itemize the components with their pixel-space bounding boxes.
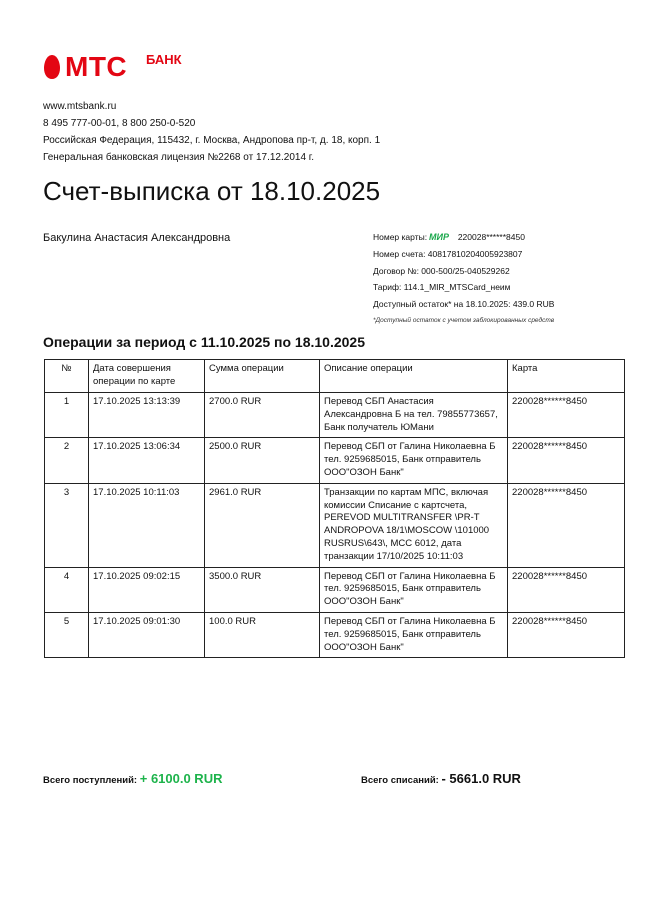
column-header-description: Описание операции [320, 360, 508, 393]
table-header-row [45, 360, 625, 393]
total-income-label: Всего поступлений: [43, 775, 138, 786]
total-expense [361, 771, 521, 786]
table-row [45, 567, 625, 612]
contract-number-line: Договор №: 000-500/25-040529262 [373, 265, 510, 276]
cell-description: Транзакции по картам МПС, включая комиссии Списание с картсчета, PEREVOD MULTITRANSFER \PR-T ANDROPOVA 18/1\MOSCOW \101000 RUSRUS\643\, MCC 6012, дата транзакции 17/10/2025 10:11:03 [320, 483, 508, 567]
cell-number: 2 [45, 438, 89, 483]
table-row [45, 438, 625, 483]
account-holder-name: Бакулина Анастасия Александровна [43, 232, 231, 244]
cell-date: 17.10.2025 13:13:39 [89, 393, 205, 438]
cell-amount: 100.0 RUR [205, 612, 320, 657]
bank-website: www.mtsbank.ru [43, 101, 117, 112]
cell-card: 220028******8450 [508, 438, 625, 483]
column-header-amount: Сумма операции [205, 360, 320, 393]
logo-bank-text: БАНК [146, 52, 182, 67]
cell-date: 17.10.2025 13:06:34 [89, 438, 205, 483]
cell-amount: 2700.0 RUR [205, 393, 320, 438]
card-number-value: 220028******8450 [457, 232, 525, 242]
bank-address: Российская Федерация, 115432, г. Москва, Андропова пр-т, д. 18, корп. 1 [43, 135, 381, 146]
column-header-number: № [45, 360, 89, 393]
card-number-line [373, 229, 554, 246]
total-expense-label: Всего списаний: [361, 775, 439, 786]
account-number-line: Номер счета: 40817810204005923807 [373, 248, 523, 259]
card-number-label: Номер карты: [373, 232, 428, 242]
balance-footnote: *Доступный остаток с учетом заблокированных средств [373, 316, 555, 324]
period-heading: Операции за период с 11.10.2025 по 18.10.2025 [43, 334, 365, 350]
bank-contacts [43, 98, 380, 166]
statement-title: Счет-выписка от 18.10.2025 [43, 176, 381, 206]
operations-table [44, 359, 625, 658]
cell-card: 220028******8450 [508, 567, 625, 612]
cell-description: Перевод СБП Анастасия Александровна Б на тел. 79855773657, Банк получатель ЮМани [320, 393, 508, 438]
account-info-block [373, 229, 554, 330]
mir-payment-logo-icon [429, 232, 455, 241]
table-row [45, 483, 625, 567]
cell-amount: 2500.0 RUR [205, 438, 320, 483]
cell-card: 220028******8450 [508, 483, 625, 567]
svg-text:МИР: МИР [429, 232, 450, 242]
table-row [45, 612, 625, 657]
column-header-date: Дата совершения операции по карте [89, 360, 205, 393]
bank-license: Генеральная банковская лицензия №2268 от 17.12.2014 г. [43, 152, 314, 163]
cell-number: 4 [45, 567, 89, 612]
tariff-line: Тариф: 114.1_MIR_MTSCard_неим [373, 282, 511, 293]
available-balance-line: Доступный остаток* на 18.10.2025: 439.0 RUB [373, 299, 555, 310]
cell-description: Перевод СБП от Галина Николаевна Б тел. 9259685015, Банк отправитель ООО"ОЗОН Банк" [320, 567, 508, 612]
cell-date: 17.10.2025 09:01:30 [89, 612, 205, 657]
mts-bank-logo [43, 52, 203, 84]
total-expense-value: - 5661.0 RUR [441, 771, 521, 786]
cell-amount: 3500.0 RUR [205, 567, 320, 612]
cell-number: 5 [45, 612, 89, 657]
cell-card: 220028******8450 [508, 612, 625, 657]
column-header-card: Карта [508, 360, 625, 393]
cell-amount: 2961.0 RUR [205, 483, 320, 567]
bank-phones: 8 495 777-00-01, 8 800 250-0-520 [43, 118, 196, 129]
total-income-value: + 6100.0 RUR [139, 771, 223, 786]
logo-mts-text: МТС [65, 51, 128, 82]
cell-description: Перевод СБП от Галина Николаевна Б тел. 9259685015, Банк отправитель ООО"ОЗОН Банк" [320, 612, 508, 657]
cell-number: 1 [45, 393, 89, 438]
cell-date: 17.10.2025 09:02:15 [89, 567, 205, 612]
mts-egg-icon [43, 54, 61, 80]
table-row [45, 393, 625, 438]
total-income [43, 771, 222, 786]
cell-card: 220028******8450 [508, 393, 625, 438]
cell-date: 17.10.2025 10:11:03 [89, 483, 205, 567]
cell-description: Перевод СБП от Галина Николаевна Б тел. 9259685015, Банк отправитель ООО"ОЗОН Банк" [320, 438, 508, 483]
cell-number: 3 [45, 483, 89, 567]
